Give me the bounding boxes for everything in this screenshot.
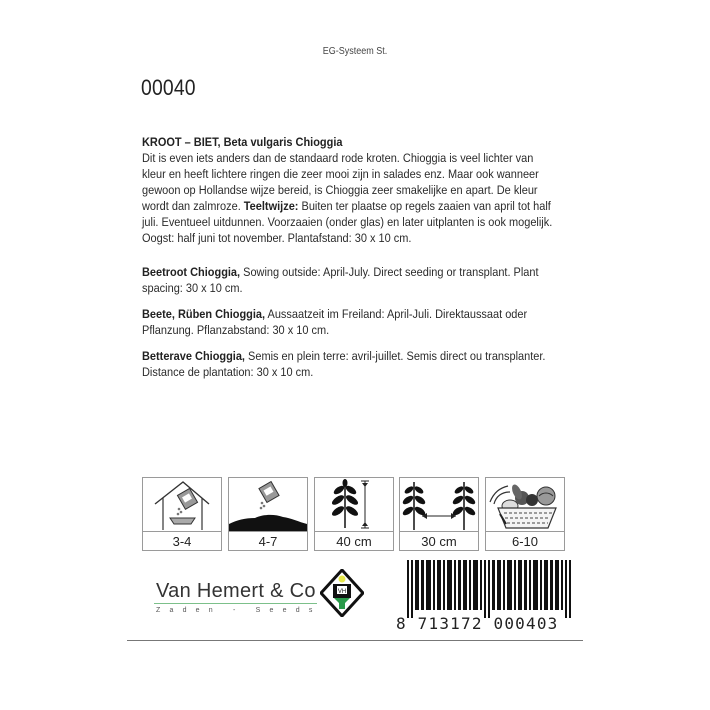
icon-label: 4-7 [258,534,278,549]
english-description [142,264,558,296]
article-number: 00040 [141,75,196,100]
french-name: Betterave Chioggia, [142,349,245,363]
brand-underline [154,603,317,604]
german-name: Beete, Rüben Chioggia, [142,307,266,321]
barcode-number: 8 713172 000403 [396,614,559,633]
svg-text:VH: VH [337,589,347,595]
plant-height-icon [315,478,393,532]
icon-label: 6-10 [511,534,539,549]
english-name: Beetroot Chioggia, [142,265,241,279]
dutch-description [142,134,558,246]
dutch-intro: Dit is even iets anders dan de standaard rode kroten. Chioggia is veel lichter van kleur en heeft lichtere ringen die zeer mooi zijn in salades enz. Maar ook wanneer gewoon op Hollandse wijze bereid, is Chioggia zeer smakelijke en apart. De kleur wordt dan zalmroze. [142,151,539,213]
icon-tile-spacing [399,477,479,551]
icon-label: 40 cm [336,534,372,549]
icon-tile-harvest [485,477,565,551]
brand-tagline: Zaden - Seeds [156,607,322,614]
french-description [142,348,558,380]
english-text: Sowing outside: April-July. Direct seeding or transplant. Plant spacing: 30 x 10 cm. [142,265,539,295]
icon-tile-greenhouse [142,477,222,551]
french-text: Semis en plein terre: avril-juillet. Semis direct ou transplanter. Distance de plantation: 30 x 10 cm. [142,349,546,379]
icon-label: 30 cm [421,534,457,549]
harvest-basket-icon [486,478,564,532]
cultivation-label: Teeltwijze: [243,199,299,213]
bottom-divider [127,640,583,641]
barcode [407,560,577,618]
brand-logo-icon [320,569,364,617]
icon-tile-outdoor [228,477,308,551]
brand-name: Van Hemert & Co [156,580,316,602]
german-text: Aussaatzeit im Freiland: April-Juli. Direktaussaat oder Pflanzung. Pflanzabstand: 30 x 10 cm. [142,307,528,337]
german-description [142,306,558,338]
product-title: KROOT – BIET, Beta vulgaris Chioggia [142,135,343,149]
greenhouse-sowing-icon [143,478,221,532]
icon-tile-height [314,477,394,551]
plant-spacing-icon [400,478,478,532]
cultivation-text: Buiten ter plaatse op regels zaaien van april tot half juli. Eventueel uitdunnen. Voorzaaien (onder glas) en later uitplanten is ook mogelijk. Oogst: half juni tot november. Plantafstand: 30 x 10 cm. [142,199,553,245]
icon-label: 3-4 [172,534,192,549]
outdoor-sowing-icon [229,478,307,532]
system-label: EG-Systeem St. [322,46,388,57]
